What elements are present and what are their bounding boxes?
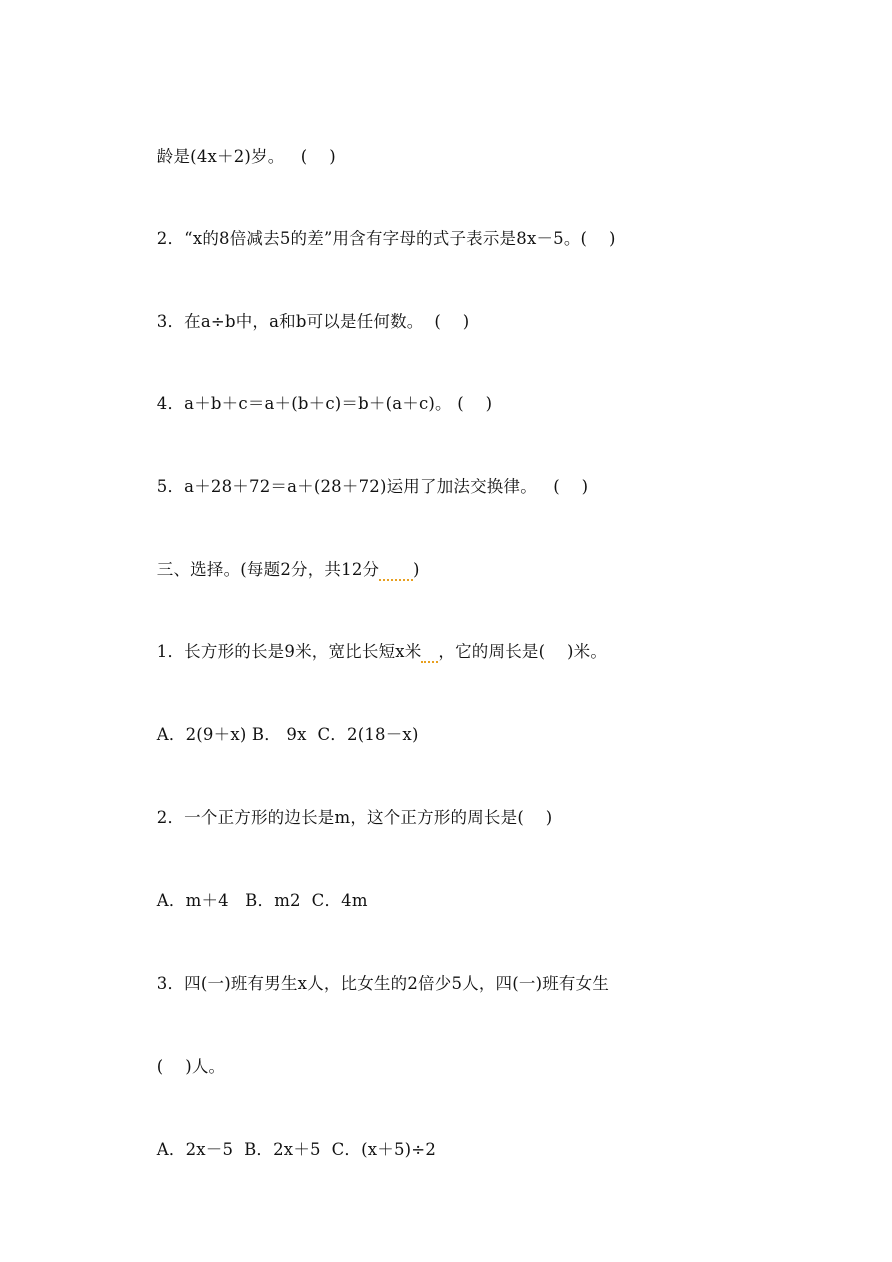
question-text: 2．一个正方形的边长是m，这个正方形的周长是( ) bbox=[156, 808, 553, 827]
choice-question-1 bbox=[135, 619, 607, 685]
line-text: 4．a＋b＋c＝a＋(b＋c)＝b＋(a＋c)。 ( ) bbox=[156, 394, 493, 413]
line-text: 5．a＋28＋72＝a＋(28＋72)运用了加法交换律。 ( ) bbox=[156, 477, 589, 496]
annotation-mark bbox=[421, 643, 438, 663]
section-heading-choice bbox=[135, 537, 420, 603]
line-text: 2．“x的8倍减去5的差”用含有字母的式子表示是8x－5。( ) bbox=[156, 229, 616, 248]
heading-text: 三、选择。(每题2分，共12分 bbox=[156, 560, 380, 579]
heading-text-end: ) bbox=[413, 560, 420, 579]
question-text: 3．四(一)班有男生x人，比女生的2倍少5人，四(一)班有女生 bbox=[156, 974, 610, 993]
question-text-end: ，它的周长是( )米。 bbox=[438, 642, 608, 661]
true-false-question-5 bbox=[135, 454, 588, 520]
question-continuation-line bbox=[135, 124, 336, 190]
choice-options-2 bbox=[135, 868, 368, 934]
options-text: A．m＋4 B．m2 C．4m bbox=[156, 891, 368, 910]
choice-options-1 bbox=[135, 702, 419, 768]
true-false-question-2 bbox=[135, 206, 616, 272]
question-text: ( )人。 bbox=[156, 1057, 226, 1076]
options-text: A．2(9＋x) B． 9x C．2(18－x) bbox=[156, 725, 419, 744]
options-text: A．2x－5 B．2x＋5 C．(x＋5)÷2 bbox=[156, 1140, 437, 1159]
choice-question-3-continuation bbox=[135, 1034, 225, 1100]
choice-options-3 bbox=[135, 1117, 436, 1183]
question-text: 1．长方形的长是9米，宽比长短x米 bbox=[156, 642, 422, 661]
choice-question-2 bbox=[135, 785, 552, 851]
line-text: 龄是(4x＋2)岁。 ( ) bbox=[156, 147, 336, 166]
line-text: 3．在a÷b中，a和b可以是任何数。 ( ) bbox=[156, 312, 470, 331]
annotation-mark bbox=[379, 561, 413, 581]
true-false-question-3 bbox=[135, 289, 469, 355]
true-false-question-4 bbox=[135, 371, 492, 437]
choice-question-3 bbox=[135, 951, 609, 1017]
